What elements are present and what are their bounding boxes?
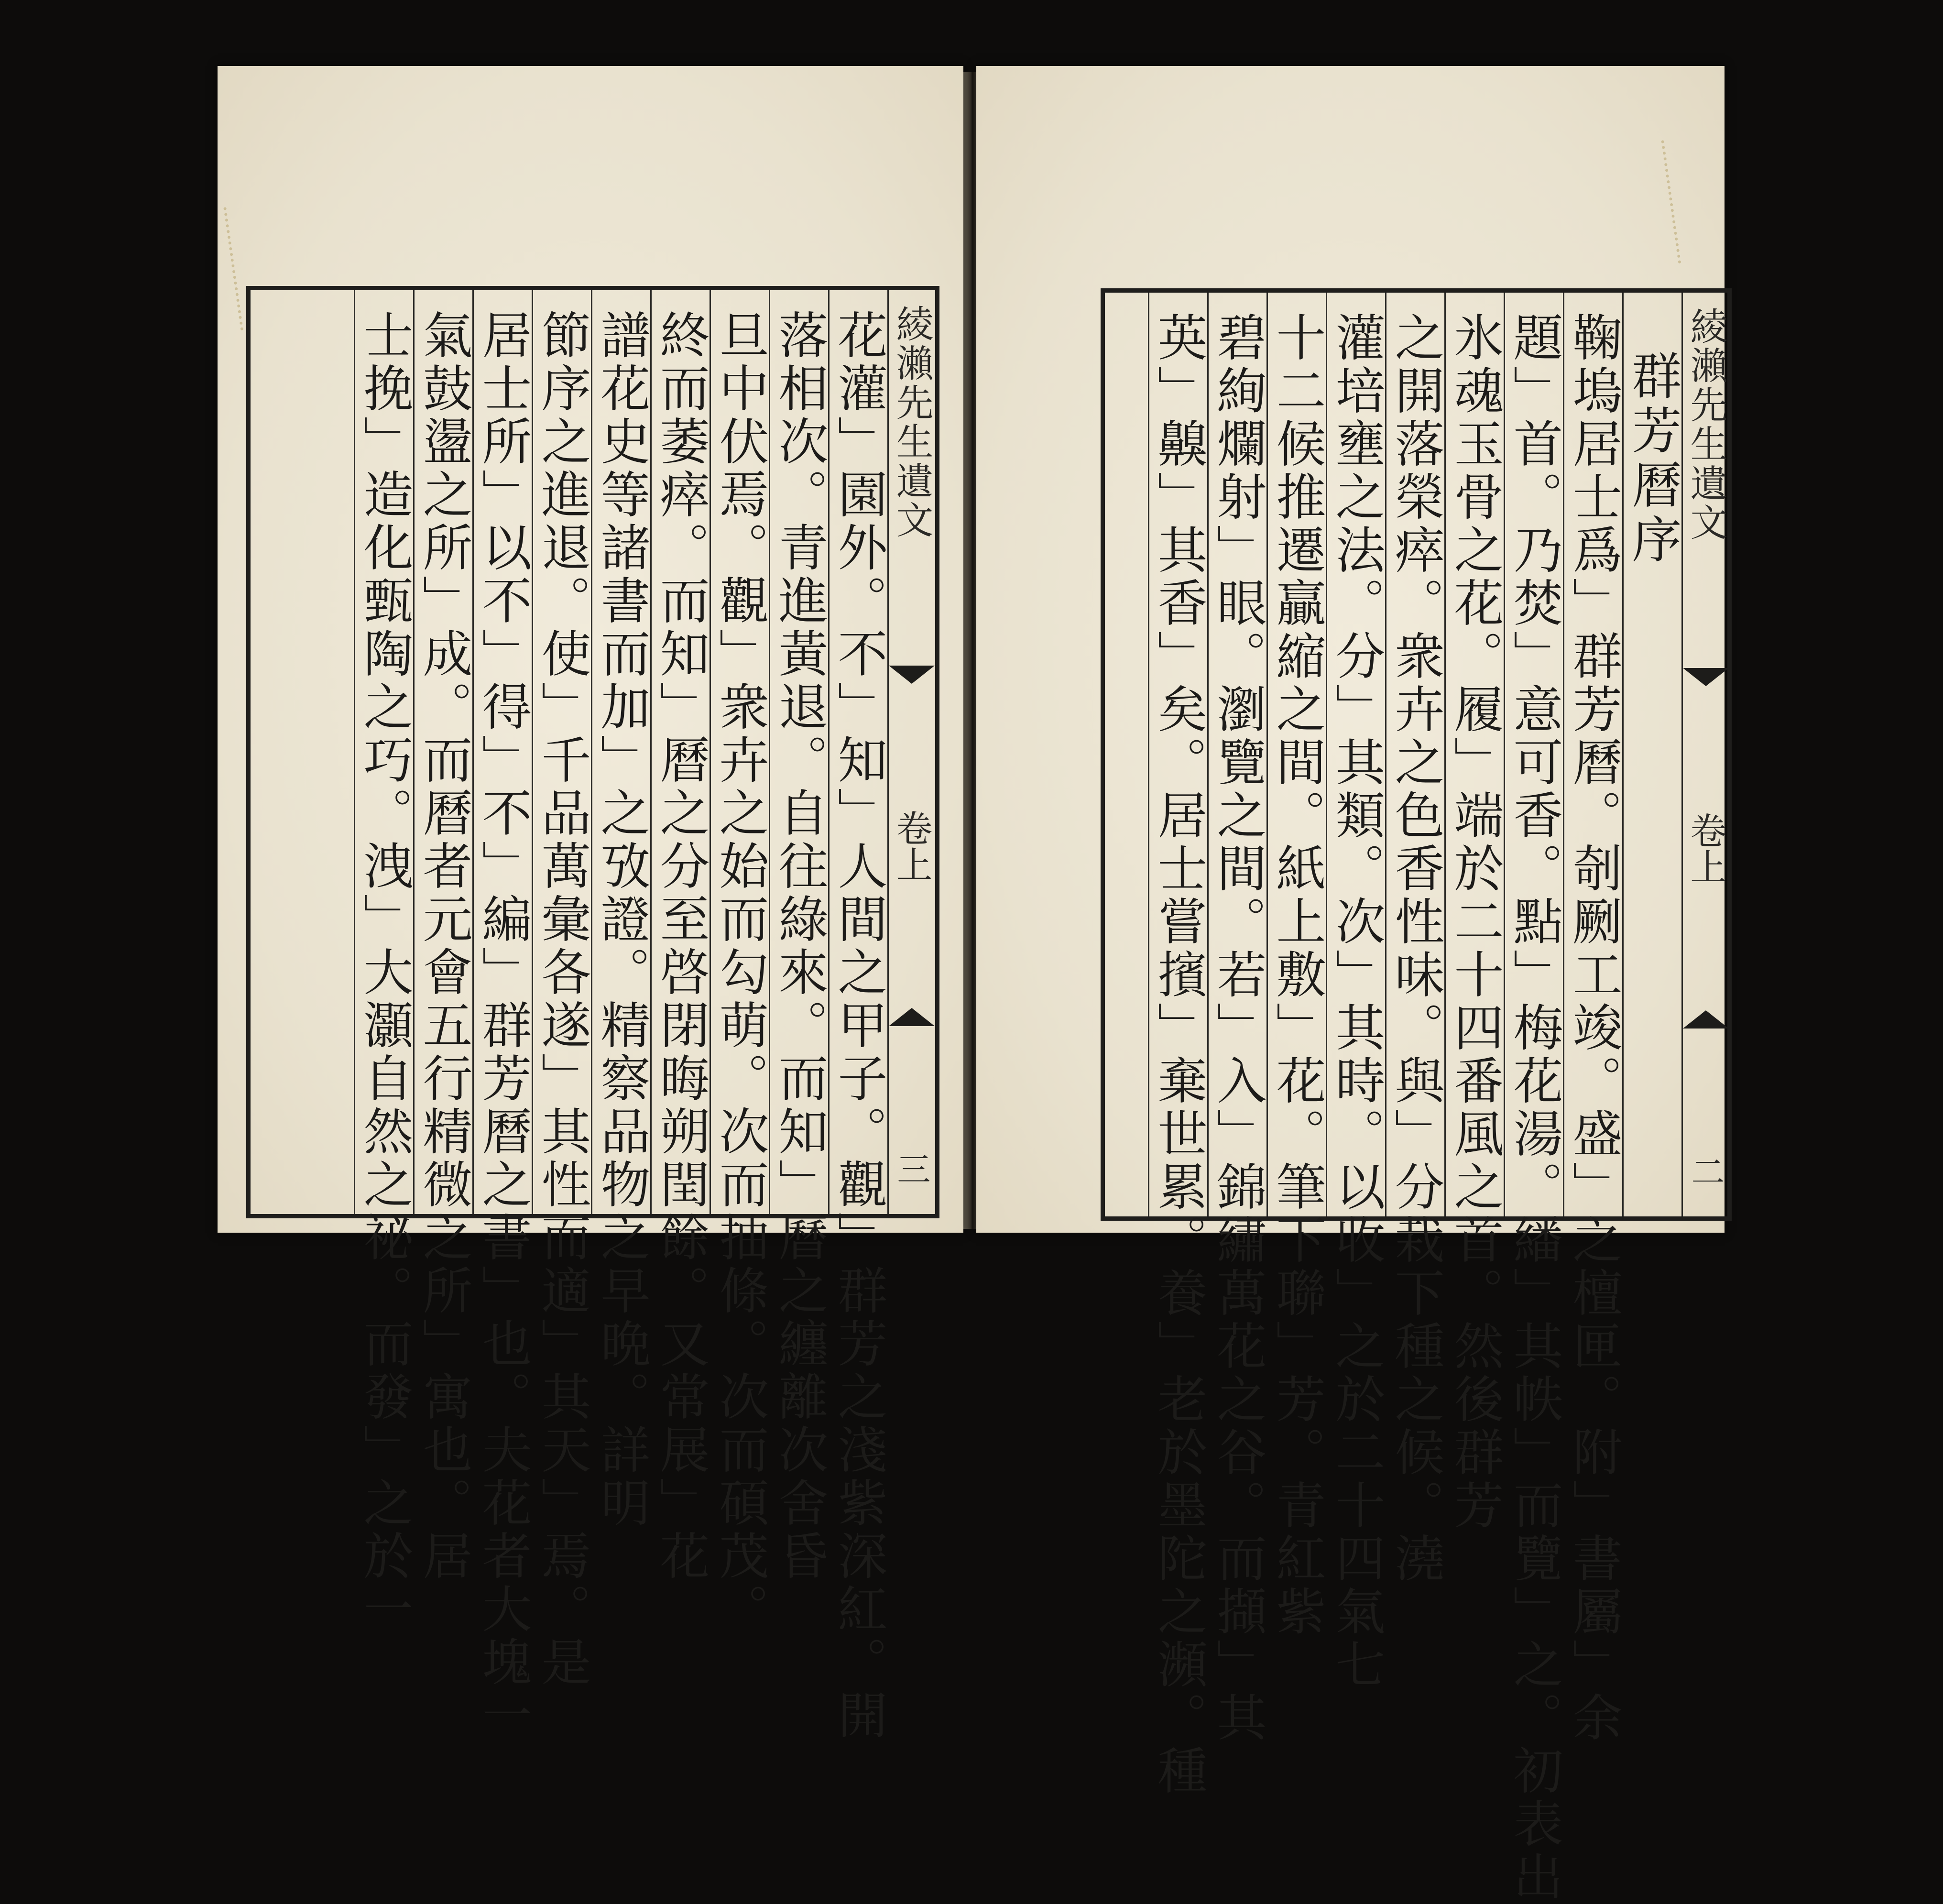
column-text: 落相次。青進黃退。自往綠來。而知」曆之纏離次舍昏 [770,309,829,1583]
fish-tail-mark [1683,1010,1729,1029]
text-column [413,290,473,1583]
heading-column [1622,293,1681,1216]
column-text: 之開落榮瘁。衆卉之色香性味。與」分栽下種之候。澆 [1386,312,1445,1586]
right-page-number: 二 [1686,1154,1725,1188]
column-text: 譜花史等諸書而加」之攷證。精察品物之早晩。詳明 [592,309,651,1530]
column-text: 氷魂玉骨之花。履」端於二十四番風之首。然後群芳 [1445,312,1504,1532]
fish-tail-mark [1683,668,1729,686]
column-text: 灌培壅之法。分」其類。次」其時。以收」之於二十四氣七 [1327,312,1386,1692]
left-page-number: 三 [892,1152,931,1185]
text-column [1504,293,1563,1904]
text-column [591,290,651,1530]
text-column [828,290,888,1742]
right-text-frame [1101,288,1732,1904]
text-column [1266,293,1326,1639]
text-column [1326,293,1386,1692]
text-column [472,290,532,1742]
section-heading: 群芳曆序 [1623,350,1682,568]
column-text: 士挽」造化甄陶之巧。洩」大灝自然之祕。而發」之於一 [355,309,414,1636]
fish-tail-mark [889,666,935,684]
text-column [769,290,829,1583]
right-margin-juan: 卷上 [1684,812,1727,885]
text-column [1385,293,1445,1586]
column-text: 十二候推遷贏縮之間。紙上敷」花。筆下聯」芳。青紅紫 [1267,312,1326,1639]
text-column [1563,293,1623,1745]
left-margin-column [887,290,934,1214]
column-text: 旦中伏焉。觀」衆卉之始而勾萌。次而抽條。次而碩茂。 [710,309,769,1636]
column-text: 鞠塢居士爲」群芳曆。剞劂工竣。盛」之檀匣。附」書屬」余 [1564,312,1623,1745]
left-margin-title: 綾瀨先生遺文 [890,305,933,540]
right-page [976,66,1727,1904]
column-text: 居士所」以不」得」不」編」群芳曆之書」也。夫花者大塊一 [473,309,532,1742]
left-margin-juan: 卷上 [890,810,933,882]
column-text: 節序之進退。使」千品萬彙各遂」其性而適」其天」焉。是 [533,309,591,1689]
binding-thread [1661,136,1710,264]
left-text-frame [246,286,939,1742]
column-text: 終而萎瘁。而知」曆之分至啓閉晦朔閏餘。又常展」花 [651,309,710,1583]
text-column [1444,293,1504,1532]
text-column [1207,293,1267,1745]
right-margin-column [1681,293,1728,1216]
column-text: 花灌」園外。不」知」人間之甲子。觀」群芳之淺紫深紅。開 [829,309,888,1742]
text-column [354,290,414,1636]
text-column [1148,293,1208,1798]
fish-tail-mark [889,1008,935,1026]
column-text: 碧絢爛射」眼。瀏覽之間。若」入」錦繡萬花之谷。而擷」其 [1208,312,1267,1745]
text-column [532,290,591,1689]
column-text: 英」齅」其香」矣。居士嘗擯」棄世累。養」老於墨陀之瀕。種 [1149,312,1208,1798]
left-page [218,66,963,1742]
column-text: 題」首。乃焚」意可香。點」梅花湯。繙」其帙」而覽」之。初表出 [1505,312,1563,1904]
column-text: 氣鼓盪之所」成。而曆者元會五行精微之所」寓也。居 [414,309,473,1583]
text-column [710,290,769,1636]
text-column [650,290,710,1583]
right-margin-title: 綾瀨先生遺文 [1684,307,1727,542]
